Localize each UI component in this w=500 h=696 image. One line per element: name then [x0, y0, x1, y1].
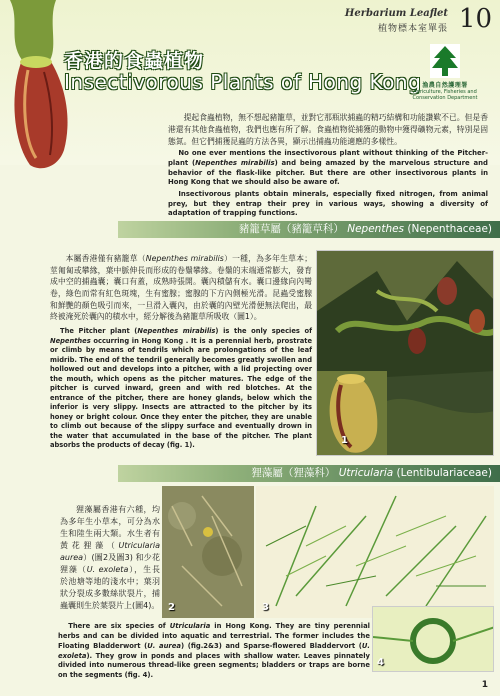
intro-en-1: No one ever mentions the insectivorous plant without thinking of the Pitcher-plant (Nepenthes mirabilis) and being amazed by the marvelous structure and behavior of the flask-like pitcher. But there are other insectivorous plants in Hong Kong that we should also be aware of. — [168, 149, 488, 187]
bladderwort-leaves-photo — [256, 486, 494, 618]
intro-text — [168, 112, 488, 219]
figure-number-1: 1 — [341, 435, 348, 446]
nepenthes-zh: 本屬香港僅有豬籠草（Nepenthes mirabilis）一種，為多年生草本；莖匍匐或攀緣，葉中脈伸長而形成的卷鬚攀緣。卷鬚的末端通常膨大，發育成中空的捕蟲囊；囊口有蓋，成熟時張開。囊內積儲有水。囊口邊緣向內彎卷，綠色而常有紅色斑塊，生有蜜腺；蜜腺的下方內側極光滑。昆蟲受蜜腺和鮮艷的顏色吸引而來，一旦滑入囊內，由於囊的內壁光滑便無法爬出，最終被淹死於囊內的積水中，經分解後為豬籠草所吸收（圖1）。 — [50, 254, 312, 322]
pitcher-plant-photo — [316, 250, 494, 456]
figure-number-3: 3 — [262, 602, 269, 613]
nepenthes-text — [50, 253, 312, 451]
department-name-en-1: Agriculture, Fisheries and — [413, 89, 477, 95]
intro-zh: 提起食蟲植物，無不想起豬籠草，並對它那瓶狀捕蟲的精巧結構和功能讚歎不已。但是香港還有其他食蟲植物，我們也應有所了解。食蟲植物從捕獲的動物中獲得礦物元素，特別是固態氮。但它們捕獲昆蟲的方法各異，顯示出捕蟲功能適應的多樣性。 — [168, 113, 488, 147]
figure-number-2: 2 — [168, 602, 175, 613]
tree-logo-icon — [430, 44, 460, 78]
page-title-zh: 香港的食蟲植物 — [64, 50, 205, 72]
intro-en-2: Insectivorous plants obtain minerals, especially fixed nitrogen, from animal prey, but they entrap their prey in various ways, showing a diversity of adaptation of trapping functions. — [168, 189, 488, 218]
figure-number-4: 4 — [377, 657, 384, 668]
nepenthes-en: The Pitcher plant (Nepenthes mirabilis) is the only species of Nepenthes occurring in Hong Kong . It is a perennial herb, prostrate or climb by means of tendrils which are prolongations of the leaf midrib. The end of the tendril generally becomes greatly swollen and hollowed out and develops into a pitcher, with a lid projecting over the mouth, which opens as the pitcher matures. The edge of the pitcher is curved inward, green and with red blotches. At the entrance of the pitcher, there are honey glands, below which the inferior is very slippy. Insects are attracted to the pitcher by its honey or bright colour. Once they enter the pitcher, they are unable to climb out because of the slippy surface and eventually drown in the water that accumulated in the base of the pitcher. The plant absorbs the products of decay (fig. 1). — [50, 327, 312, 450]
department-name-zh: 漁農自然護理署 — [422, 82, 468, 89]
leaflet-title-en: Herbarium Leaflet — [344, 8, 448, 19]
leaflet-title-zh: 植物標本室單張 — [377, 24, 448, 34]
section-heading-utricularia: 狸藻屬（狸藻科） Utricularia (Lentibulariaceae) — [118, 465, 500, 482]
department-logo — [405, 44, 485, 101]
page-number: 1 — [481, 680, 488, 690]
leaflet-number: 10 — [458, 4, 492, 34]
utricularia-en: There are six species of Utricularia in Hong Kong. They are tiny perennial herbs and can be divided into aquatic and terrestrial. The former includes the Floating Bladderwort (U. aurea) (fig.2&3) and Sparse-flowered Bladdervort (U. exoleta). They grow in ponds and places with shallow water. Leaves pinnately divided into numerous thread-like green segments; bladders or traps are borne on the segments (fig. 4). — [58, 622, 370, 680]
bladder-trap-photo — [372, 606, 494, 672]
leaflet-title — [345, 8, 448, 34]
section-heading-nepenthes: 豬籠草屬（豬籠草科） Nepenthes (Nepenthaceae) — [118, 221, 500, 238]
floating-bladderwort-photo — [162, 486, 254, 618]
department-name-en-2: Conservation Department — [412, 95, 478, 101]
utricularia-zh: 狸藻屬香港有六種，均為多年生小草本，可分為水生和陸生兩大類。水生者有黃花狸藻（Utricularia aurea）(圖2及圖3) 和少花狸藻（U. exoleta），生長於池塘等地的淺水中；葉羽狀分裂成多數絲狀裂片，捕蟲囊則生於葉裂片上(圖4)。 — [60, 505, 160, 610]
page-title-en: Insectivorous Plants of Hong Kong — [64, 70, 422, 94]
